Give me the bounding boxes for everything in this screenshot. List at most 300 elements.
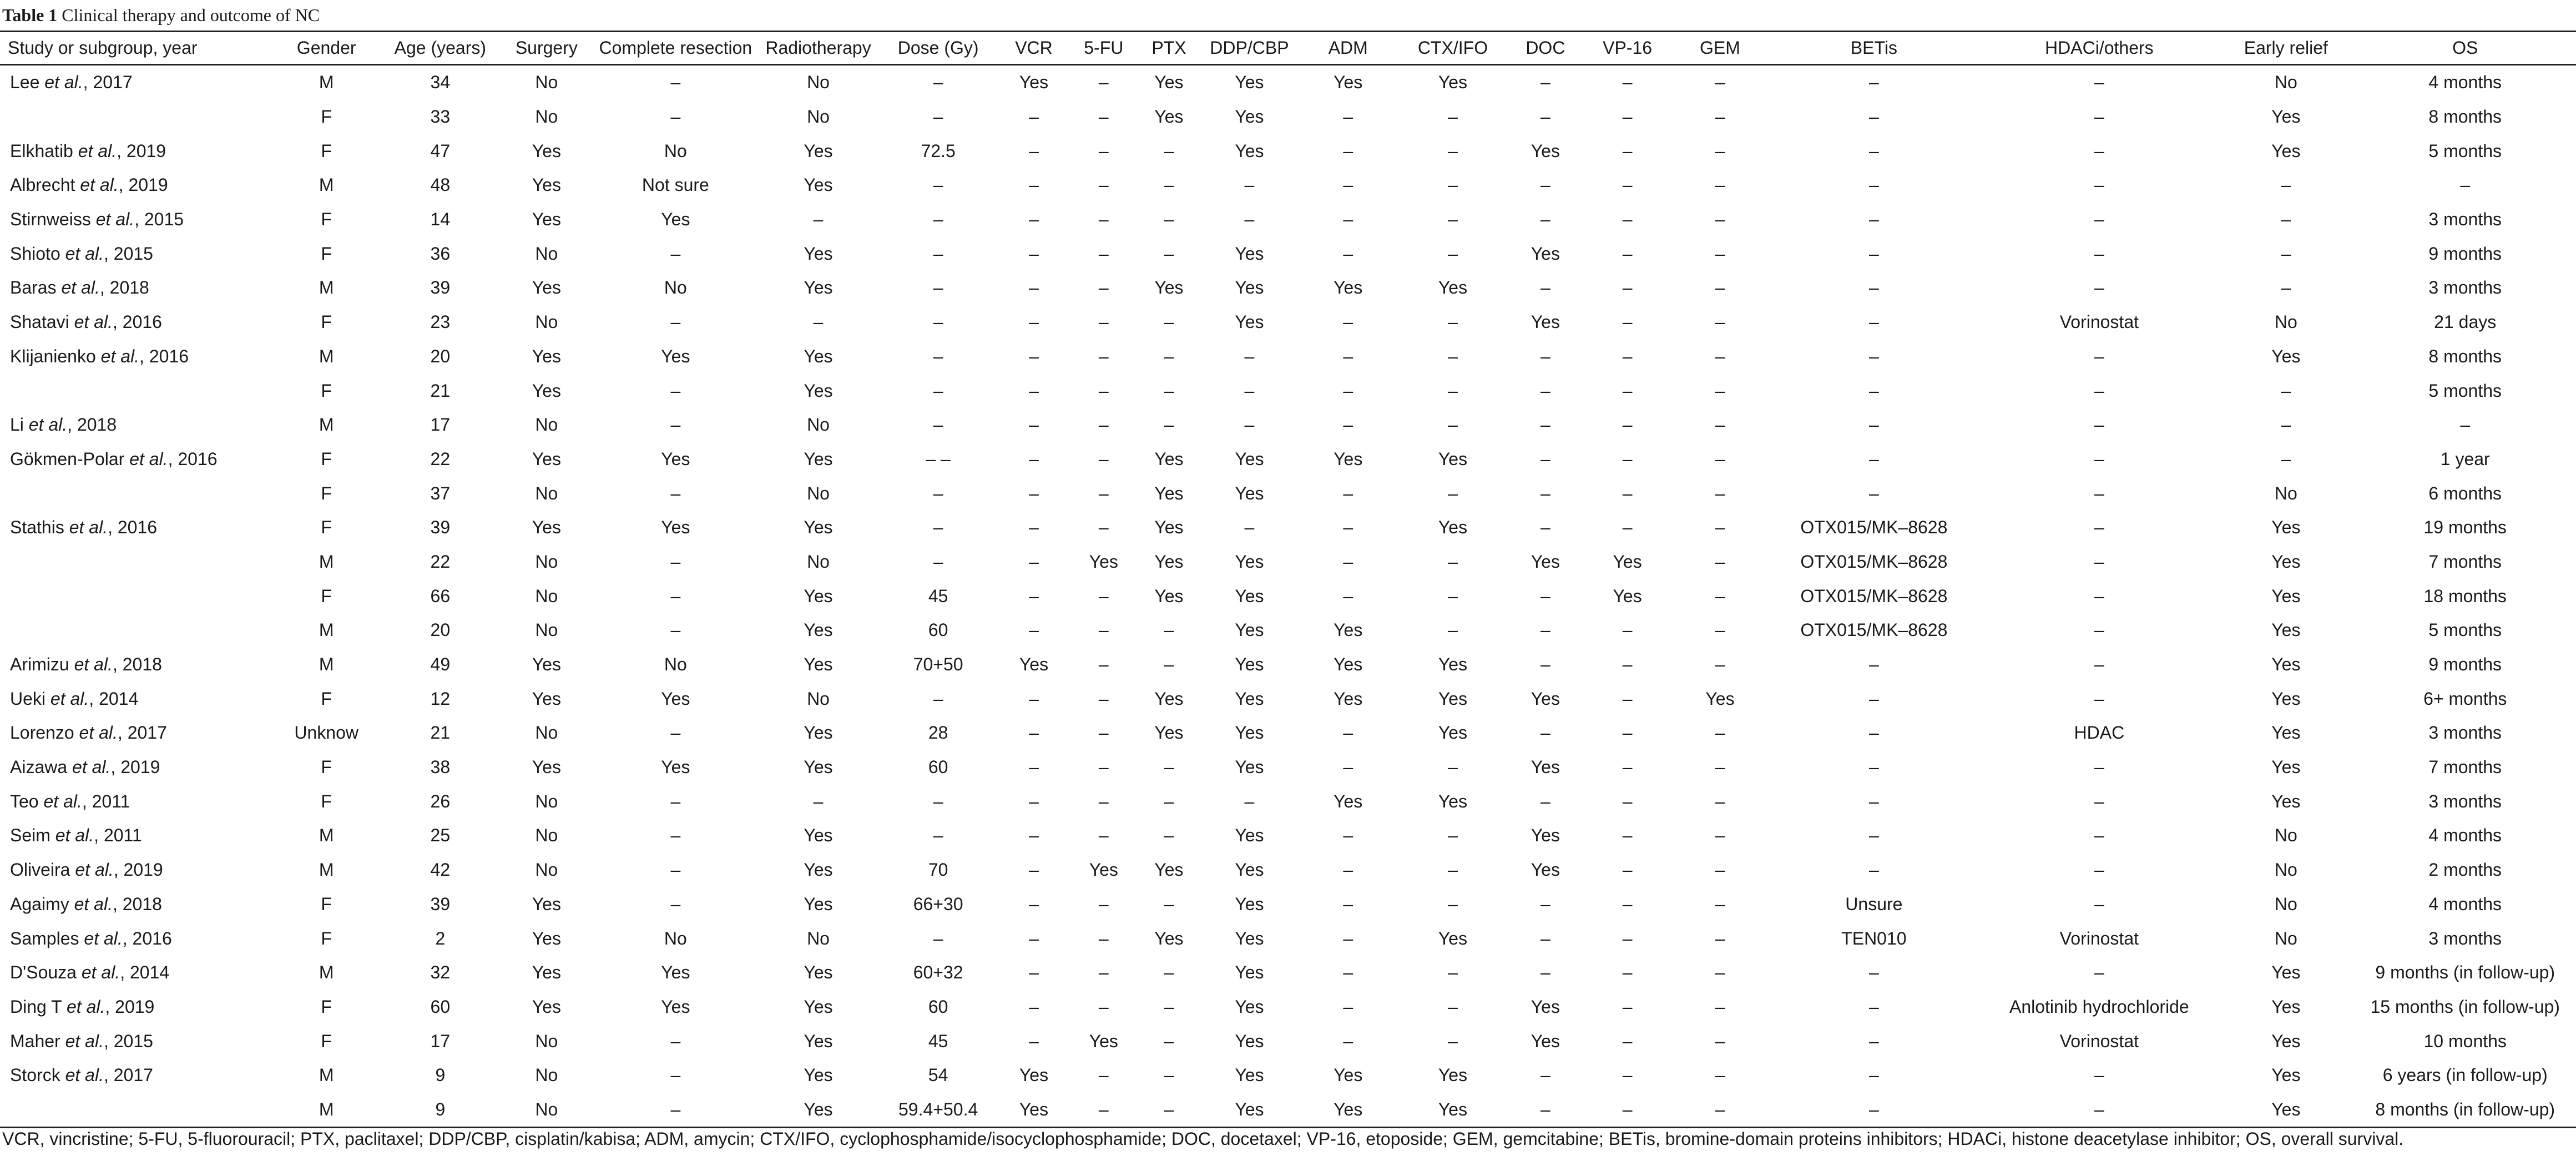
table-cell: – <box>1139 1093 1199 1128</box>
table-caption <box>2 2 320 28</box>
table-cell: – <box>1343 175 1353 195</box>
table-cell: – <box>1029 312 1039 332</box>
table-cell: – <box>933 380 943 401</box>
table-cell: – <box>1715 654 1725 675</box>
table-cell: No <box>807 415 830 435</box>
table-cell: 33 <box>430 107 451 127</box>
table-cell: – <box>2281 175 2291 195</box>
table-cell: – <box>2094 483 2104 503</box>
table-row <box>0 682 2576 716</box>
table-cell: No <box>535 243 558 264</box>
study-author: D'Souza <box>10 962 82 983</box>
table-cell: Yes <box>1154 860 1184 880</box>
table-cell: Yes <box>1531 1031 1560 1051</box>
table-cell: – <box>1622 175 1633 195</box>
table-cell: – <box>670 415 681 435</box>
study-etal: et al. <box>50 688 89 709</box>
table-cell: – <box>1448 1031 1458 1051</box>
table-cell: – <box>1029 448 1039 469</box>
study-etal: et al. <box>75 860 114 880</box>
column-header: VCR <box>999 32 1069 65</box>
table-cell: 20 <box>430 346 451 366</box>
table-cell: No <box>2274 72 2297 93</box>
table-cell: No <box>535 825 558 846</box>
table-cell: – <box>1343 723 1353 743</box>
table-cell: – <box>1540 209 1550 230</box>
table-cell: Yes <box>1154 723 1184 743</box>
study-etal: et al. <box>69 517 108 538</box>
table-cell: – <box>1448 585 1458 606</box>
study-year: , 2019 <box>118 175 168 195</box>
table-cell: Yes <box>1705 688 1735 709</box>
table-cell: Yes <box>804 996 833 1017</box>
table-cell: – <box>1164 312 1174 332</box>
table-cell: 4 months <box>2428 825 2502 846</box>
study-author: Shatavi <box>10 312 74 332</box>
table-cell: Yes <box>759 1093 877 1128</box>
table-cell: – <box>1029 346 1039 366</box>
table-cell: 10 months <box>2423 1031 2507 1051</box>
table-cell: No <box>535 1065 558 1086</box>
table-cell: – <box>1868 860 1879 880</box>
table-cell: – <box>1715 483 1725 503</box>
table-cell: No <box>664 140 687 161</box>
table-cell: Yes <box>1334 448 1363 469</box>
table-cell: 5 months <box>2428 620 2502 640</box>
table-cell: – <box>1509 1093 1582 1128</box>
table-cell: No <box>807 551 830 572</box>
column-header: BETis <box>1767 32 1981 65</box>
study-etal: et al. <box>78 140 117 161</box>
table-cell: Yes <box>532 517 561 538</box>
table-row <box>0 545 2576 579</box>
study-author: Aizawa <box>10 757 73 778</box>
table-cell: M <box>319 551 334 572</box>
table-cell: – <box>1098 757 1109 778</box>
table-cell: – <box>2094 140 2104 161</box>
table-cell: Yes <box>1531 757 1560 778</box>
table-cell: – <box>2094 962 2104 983</box>
study-cell <box>0 545 273 579</box>
table-cell: 49 <box>430 654 451 675</box>
table-cell: F <box>321 209 332 230</box>
table-cell: – <box>1715 209 1725 230</box>
table-cell: No <box>807 72 830 93</box>
table-cell: OTX015/MK–8628 <box>1800 551 1948 572</box>
table-cell: – <box>1868 415 1879 435</box>
table-cell: – <box>1244 517 1255 538</box>
table-cell: – <box>2281 277 2291 298</box>
table-cell: – <box>1868 277 1879 298</box>
column-header: DOC <box>1509 32 1582 65</box>
table-cell: – <box>1098 346 1109 366</box>
table-cell: OTX015/MK–8628 <box>1800 620 1948 640</box>
table-cell: – <box>933 277 943 298</box>
table-cell: F <box>321 517 332 538</box>
table-cell: – <box>1343 893 1353 914</box>
table-cell: No <box>535 483 558 503</box>
table-cell: M <box>319 962 334 983</box>
table-cell: – <box>1098 140 1109 161</box>
table-cell: Not sure <box>642 175 709 195</box>
table-cell: Unsure <box>1845 893 1903 914</box>
table-cell: Yes <box>1531 551 1560 572</box>
table-cell: – <box>1448 860 1458 880</box>
table-cell: Yes <box>1334 654 1363 675</box>
table-cell: – <box>1540 1065 1550 1086</box>
table-cell: Yes <box>2218 1093 2354 1128</box>
table-cell: – <box>1715 620 1725 640</box>
table-cell: Yes <box>1531 996 1560 1017</box>
table-row <box>0 750 2576 785</box>
table-cell: Yes <box>1438 654 1468 675</box>
table-cell: 9 months <box>2428 243 2502 264</box>
table-cell: 12 <box>430 688 451 709</box>
table-row <box>0 784 2576 819</box>
table-cell: Yes <box>1154 107 1184 127</box>
table-cell: Yes <box>804 380 833 401</box>
study-author: Agaimy <box>10 893 74 914</box>
study-year: , 2019 <box>110 757 160 778</box>
table-cell: – <box>1540 928 1550 948</box>
table-cell: Yes <box>1235 654 1264 675</box>
column-header: Radiotherapy <box>759 32 877 65</box>
study-etal: et al. <box>79 723 118 743</box>
table-cell: Yes <box>804 243 833 264</box>
study-etal: et al. <box>74 312 113 332</box>
table-cell: Unknow <box>294 723 358 743</box>
table-cell: – <box>1448 209 1458 230</box>
study-author: Oliveira <box>10 860 75 880</box>
table-cell: Yes <box>1235 243 1264 264</box>
table-cell: – <box>1868 757 1879 778</box>
study-author: Seim <box>10 825 55 846</box>
table-cell: – <box>1622 517 1633 538</box>
table-cell: Yes <box>1235 860 1264 880</box>
table-cell: No <box>664 928 687 948</box>
table-cell: Yes <box>1089 551 1118 572</box>
table-cell: – <box>1540 448 1550 469</box>
table-cell: – <box>1343 380 1353 401</box>
table-cell: – <box>1098 483 1109 503</box>
table-cell: – <box>1448 312 1458 332</box>
table-cell: 42 <box>430 860 451 880</box>
table-cell: 3 months <box>2428 928 2502 948</box>
table-cell: – <box>1540 175 1550 195</box>
table-cell: – <box>1164 243 1174 264</box>
table-cell: No <box>535 107 558 127</box>
table-cell: – <box>1448 551 1458 572</box>
study-etal: et al. <box>28 415 68 435</box>
table-cell: – <box>1622 243 1633 264</box>
table-cell: 48 <box>430 175 451 195</box>
table-cell: – <box>670 893 681 914</box>
table-row <box>0 203 2576 237</box>
table-cell: – <box>670 723 681 743</box>
table-cell: – <box>1715 448 1725 469</box>
table-cell: 60 <box>928 757 948 778</box>
table-cell: 45 <box>928 585 948 606</box>
table-cell: – <box>1448 175 1458 195</box>
table-cell: Yes <box>1334 1065 1363 1086</box>
table-cell: – <box>1029 996 1039 1017</box>
column-header: GEM <box>1673 32 1767 65</box>
table-cell: Yes <box>1300 1093 1397 1128</box>
table-header <box>0 32 2576 65</box>
table-cell: – <box>1540 72 1550 93</box>
table-cell: – <box>1715 551 1725 572</box>
study-author: Elkhatib <box>10 140 78 161</box>
table-cell: Yes <box>804 277 833 298</box>
table-cell: 4 months <box>2428 893 2502 914</box>
table-cell: – <box>933 346 943 366</box>
table-cell: – <box>1622 928 1633 948</box>
table-cell: – <box>1029 962 1039 983</box>
table-cell: Yes <box>1235 688 1264 709</box>
study-cell <box>0 921 273 956</box>
table-cell: – <box>1244 346 1255 366</box>
study-year: , 2015 <box>104 243 153 264</box>
table-caption-text: Clinical therapy and outcome of NC <box>62 5 320 25</box>
table-cell: Yes <box>1235 1031 1264 1051</box>
study-author: Albrecht <box>10 175 80 195</box>
table-cell: – <box>1622 1065 1633 1086</box>
table-cell: 1 year <box>2440 448 2490 469</box>
table-cell: 17 <box>430 415 451 435</box>
table-cell: – <box>1622 893 1633 914</box>
table-row <box>0 100 2576 134</box>
table-cell: – <box>1098 175 1109 195</box>
table-cell: – <box>1715 415 1725 435</box>
table-cell: – <box>670 243 681 264</box>
table-cell: – <box>1448 243 1458 264</box>
study-etal: et al. <box>129 448 168 469</box>
table-cell: – <box>1715 380 1725 401</box>
table-cell: – <box>2094 346 2104 366</box>
table-cell: 9 <box>380 1093 501 1128</box>
table-cell: Yes <box>2271 688 2301 709</box>
table-cell: 23 <box>430 312 451 332</box>
study-year: , 2015 <box>103 1031 153 1051</box>
table-row <box>0 408 2576 442</box>
table-cell: M <box>319 277 334 298</box>
table-cell: – <box>1029 175 1039 195</box>
table-cell: Yes <box>1019 654 1049 675</box>
table-cell: – <box>1098 380 1109 401</box>
table-cell: 26 <box>430 791 451 811</box>
table-cell: – <box>2094 517 2104 538</box>
table-cell: – <box>2094 825 2104 846</box>
table-cell: – <box>1343 860 1353 880</box>
table-cell: – <box>1448 893 1458 914</box>
study-etal: et al. <box>74 654 113 675</box>
study-author: Storck <box>10 1065 65 1086</box>
table-cell: – <box>1164 825 1174 846</box>
table-cell: 25 <box>430 825 451 846</box>
table-cell: – <box>1622 962 1633 983</box>
table-row <box>0 442 2576 477</box>
table-cell: 28 <box>928 723 948 743</box>
table-cell: Yes <box>532 893 561 914</box>
table-cell: – <box>1715 312 1725 332</box>
table-cell: Yes <box>1235 448 1264 469</box>
table-cell: Yes <box>532 175 561 195</box>
table-cell: 7 months <box>2428 757 2502 778</box>
table-cell: Yes <box>532 140 561 161</box>
table-cell: No <box>2274 312 2297 332</box>
study-cell <box>0 305 273 340</box>
table-cell: F <box>321 791 332 811</box>
table-cell: Yes <box>1154 551 1184 572</box>
table-cell: Yes <box>532 346 561 366</box>
table-cell: – <box>2094 757 2104 778</box>
table-cell: 32 <box>430 962 451 983</box>
table-cell: Yes <box>661 757 690 778</box>
table-cell: M <box>319 1065 334 1086</box>
table-cell: – <box>813 209 824 230</box>
table-cell: 60+32 <box>913 962 963 983</box>
table-cell: – <box>933 72 943 93</box>
table-cell: – <box>1448 380 1458 401</box>
table-cell: – <box>1715 243 1725 264</box>
table-cell: – <box>1098 825 1109 846</box>
table-cell: – <box>1098 791 1109 811</box>
table-cell: – <box>2094 620 2104 640</box>
table-cell: – <box>1098 723 1109 743</box>
table-cell: – <box>1540 654 1550 675</box>
study-year: , 2011 <box>94 825 142 846</box>
table-cell: – <box>1164 346 1174 366</box>
table-cell: – <box>1069 1093 1139 1128</box>
table-cell: – <box>670 380 681 401</box>
table-cell: – <box>1098 243 1109 264</box>
study-year: , 2016 <box>113 312 162 332</box>
table-cell: Yes <box>2271 585 2301 606</box>
table-cell: M <box>273 1093 380 1128</box>
table-row <box>0 956 2576 990</box>
table-cell: 66+30 <box>913 893 963 914</box>
table-cell: – <box>1029 825 1039 846</box>
table-cell: – <box>813 312 824 332</box>
study-year: , 2017 <box>83 72 133 93</box>
table-cell: 5 months <box>2428 380 2502 401</box>
therapy-outcome-table <box>0 31 2576 1128</box>
table-cell: F <box>321 140 332 161</box>
table-cell: – <box>2094 380 2104 401</box>
table-cell: Yes <box>1154 72 1184 93</box>
header-row <box>0 32 2576 65</box>
table-cell: – <box>1098 277 1109 298</box>
table-cell: Yes <box>999 1093 1069 1128</box>
study-year: , 2019 <box>105 996 155 1017</box>
study-cell <box>0 887 273 922</box>
table-cell: Vorinostat <box>2059 312 2139 332</box>
table-cell: – <box>1622 825 1633 846</box>
table-cell: No <box>2274 893 2297 914</box>
table-cell: Yes <box>804 1031 833 1051</box>
table-cell: – <box>1029 585 1039 606</box>
table-cell: 45 <box>928 1031 948 1051</box>
table-row <box>0 373 2576 408</box>
table-cell: – <box>1448 140 1458 161</box>
table-cell: Yes <box>804 1065 833 1086</box>
table-cell: Yes <box>2271 551 2301 572</box>
table-cell: Yes <box>2271 346 2301 366</box>
table-cell: – <box>933 415 943 435</box>
table-cell: – <box>1622 1031 1633 1051</box>
study-cell <box>0 373 273 408</box>
table-cell: 18 months <box>2423 585 2507 606</box>
table-cell: – <box>1622 415 1633 435</box>
table-cell: – <box>2094 277 2104 298</box>
table-cell: – <box>1244 175 1255 195</box>
study-year: , 2019 <box>117 140 166 161</box>
table-cell: – <box>1540 346 1550 366</box>
table-cell: – <box>1622 380 1633 401</box>
table-cell: F <box>321 107 332 127</box>
table-cell: 3 months <box>2428 791 2502 811</box>
table-cell: – <box>933 688 943 709</box>
study-author: Klijanienko <box>10 346 101 366</box>
table-cell: Yes <box>804 140 833 161</box>
table-cell: – <box>1540 962 1550 983</box>
table-cell: No <box>2274 860 2297 880</box>
table-cell: Yes <box>804 893 833 914</box>
table-row <box>0 340 2576 374</box>
table-cell: – <box>1868 140 1879 161</box>
table-cell: – <box>1540 277 1550 298</box>
table-cell: – <box>1540 380 1550 401</box>
table-cell: 34 <box>430 72 451 93</box>
table-cell: – <box>1098 962 1109 983</box>
table-cell: – <box>1868 243 1879 264</box>
table-cell: – <box>1715 1031 1725 1051</box>
table-cell: 21 days <box>2434 312 2497 332</box>
table-cell: – <box>1448 825 1458 846</box>
table-cell: Yes <box>2271 996 2301 1017</box>
table-cell: – <box>933 825 943 846</box>
table-cell: Yes <box>1235 825 1264 846</box>
study-cell <box>0 271 273 305</box>
table-row <box>0 134 2576 168</box>
table-cell: F <box>321 996 332 1017</box>
table-cell: – <box>1448 757 1458 778</box>
study-cell <box>0 100 273 134</box>
table-cell: Yes <box>1438 448 1468 469</box>
table-cell: – <box>1448 962 1458 983</box>
table-cell: Yes <box>1235 893 1264 914</box>
table-body <box>0 65 2576 1128</box>
table-cell: Yes <box>804 620 833 640</box>
study-author: Arimizu <box>10 654 74 675</box>
table-cell: F <box>321 243 332 264</box>
table-cell: Yes <box>2271 140 2301 161</box>
table-cell: – <box>1164 1065 1174 1086</box>
table-cell: Yes <box>1531 825 1560 846</box>
table-cell: – <box>1715 585 1725 606</box>
table-cell: Yes <box>1235 996 1264 1017</box>
table-cell: – <box>670 860 681 880</box>
table-cell: – <box>1715 723 1725 743</box>
table-cell: – <box>1868 312 1879 332</box>
table-cell: – <box>2094 654 2104 675</box>
table-cell: Yes <box>1154 585 1184 606</box>
table-cell: Yes <box>804 517 833 538</box>
table-cell: 7 months <box>2428 551 2502 572</box>
table-row <box>0 511 2576 545</box>
table-cell: – <box>1244 209 1255 230</box>
study-author: Lee <box>10 72 45 93</box>
